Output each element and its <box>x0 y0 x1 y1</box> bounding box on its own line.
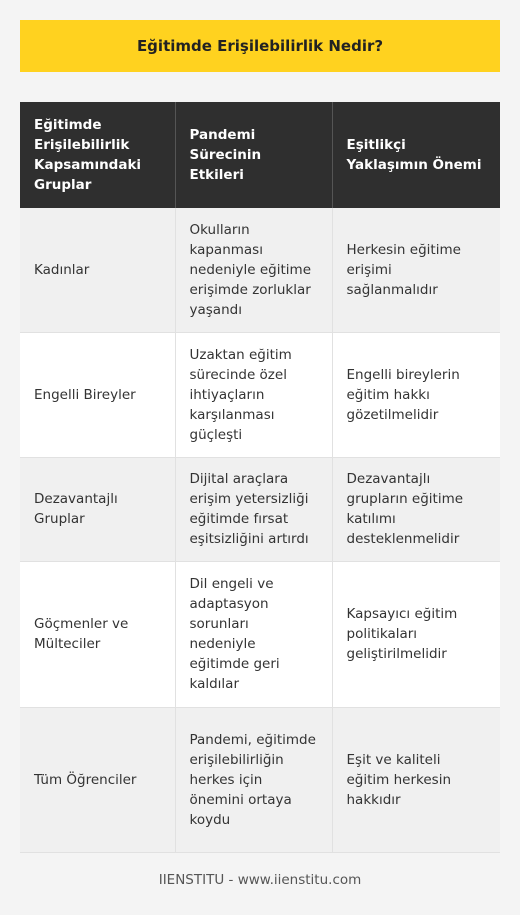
table-cell: Dezavantajlı grupların eğitime katılımı desteklenmelidir <box>332 457 500 561</box>
table-cell: Okulların kapanması nedeniyle eğitime erişimde zorluklar yaşandı <box>175 208 332 332</box>
table-cell: Engelli Bireyler <box>20 332 175 457</box>
title-banner <box>20 20 500 72</box>
table-cell: Kadınlar <box>20 208 175 332</box>
table-row <box>20 457 500 561</box>
table-cell: Dijital araçlara erişim yetersizliği eğitimde fırsat eşitsizliğini artırdı <box>175 457 332 561</box>
table-cell: Dil engeli ve adaptasyon sorunları nedeniyle eğitimde geri kaldılar <box>175 561 332 707</box>
data-table <box>20 102 500 853</box>
header-equity-importance: Eşitlikçi Yaklaşımın Önemi <box>332 102 500 208</box>
table-cell: Herkesin eğitime erişimi sağlanmalıdır <box>332 208 500 332</box>
table-row <box>20 332 500 457</box>
header-groups: Eğitimde Erişilebilirlik Kapsamındaki Gruplar <box>20 102 175 208</box>
header-pandemic-effects: Pandemi Sürecinin Etkileri <box>175 102 332 208</box>
table-row <box>20 208 500 332</box>
table-row <box>20 561 500 707</box>
table-cell: Pandemi, eğitimde erişilebilirliğin herkes için önemini ortaya koydu <box>175 707 332 852</box>
table-cell: Engelli bireylerin eğitim hakkı gözetilmelidir <box>332 332 500 457</box>
table-cell: Kapsayıcı eğitim politikaları geliştirilmelidir <box>332 561 500 707</box>
table-cell: Dezavantajlı Gruplar <box>20 457 175 561</box>
page-title: Eğitimde Erişilebilirlik Nedir? <box>136 37 384 55</box>
table-cell: Uzaktan eğitim sürecinde özel ihtiyaçların karşılanması güçleşti <box>175 332 332 457</box>
table-cell: Tüm Öğrenciler <box>20 707 175 852</box>
table-row <box>20 707 500 852</box>
table-header-row <box>20 102 500 208</box>
table-cell: Göçmenler ve Mülteciler <box>20 561 175 707</box>
table-cell: Eşit ve kaliteli eğitim herkesin hakkıdır <box>332 707 500 852</box>
footer-credit: IIENSTITU - www.iienstitu.com <box>158 872 362 888</box>
